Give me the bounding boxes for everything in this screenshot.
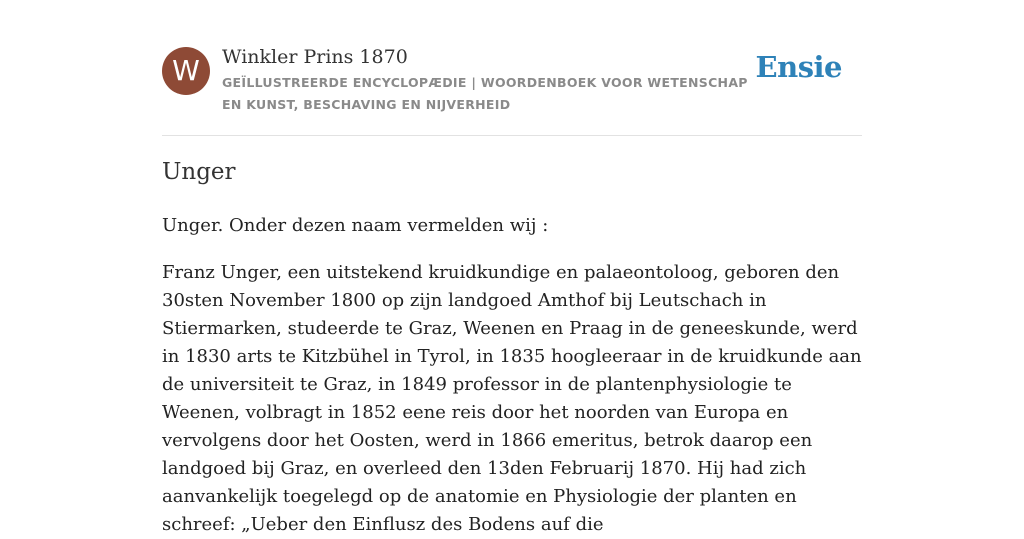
source-avatar[interactable]: W <box>162 47 210 95</box>
source-title[interactable]: Winkler Prins 1870 <box>222 46 408 68</box>
article-intro: Unger. Onder dezen naam vermelden wij : <box>162 215 549 236</box>
source-header <box>162 46 862 116</box>
source-subtitle: GEÏLLUSTREERDE ENCYCLOPÆDIE | WOORDENBOEK VOOR WETENSCHAP EN KUNST, BESCHAVING EN NIJVERHEID <box>222 75 748 112</box>
article-body: Franz Unger, een uitstekend kruidkundige en palaeontoloog, geboren den 30sten November 1800 op zijn landgoed Amthof bij Leutschach in Stiermarken, studeerde te Graz, Weenen en Praag in de geneeskunde, werd in 1830 arts te Kitzbühel in Tyrol, in 1835 hoogleeraar in de kruidkunde aan de universiteit te Graz, in 1849 professor in de plantenphysiologie te Weenen, volbragt in 1852 eene reis door het noorden van Europa en vervolgens door het Oosten, werd in 1866 emeritus, betrok daarop een landgoed bij Graz, en overleed den 13den Februarij 1870. Hij had zich aanvankelijk toegelegd op de anatomie en Physiologie der planten en schreef: „Ueber den Einflusz des Bodens auf die <box>162 262 862 535</box>
header-divider <box>162 135 862 136</box>
ensie-logo[interactable]: Ensie <box>755 50 842 84</box>
article-title: Unger <box>162 159 236 185</box>
